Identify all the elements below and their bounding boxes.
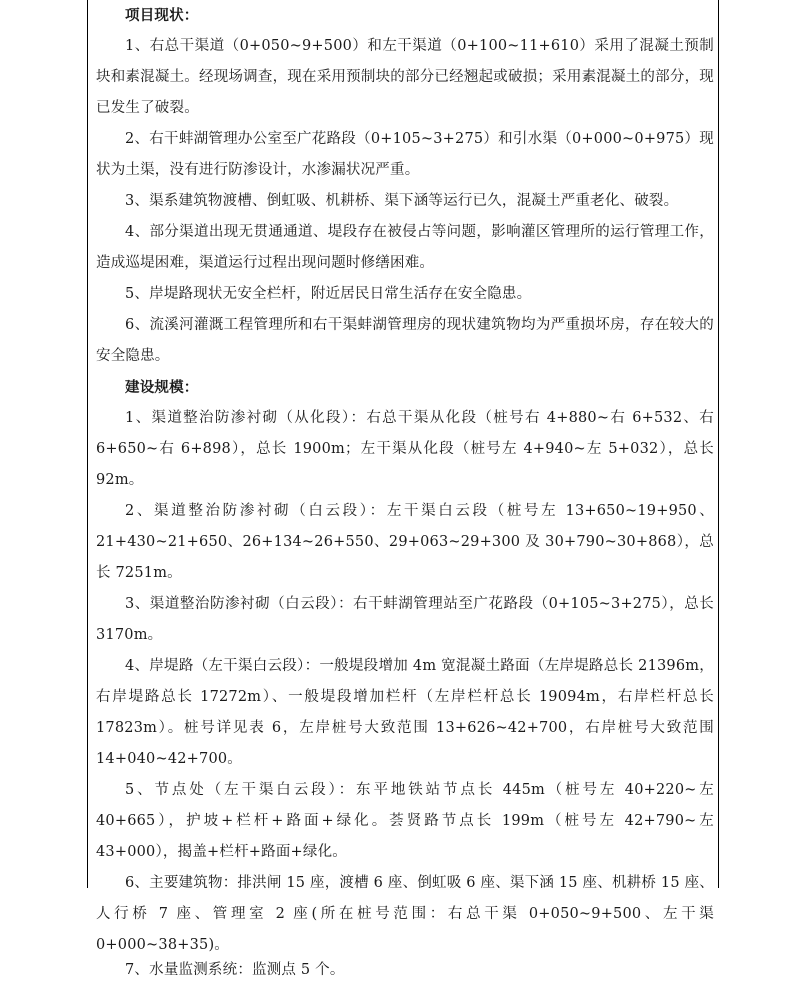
status-item-5: 5、岸堤路现状无安全栏杆，附近居民日常生活存在安全隐患。: [125, 286, 532, 302]
scale-item-5: 5、节点处（左干渠白云段）：东平地铁站节点长 445m（桩号左 40+220~左 40+665），护坡+栏杆+路面+绿化。荟贤路节点长 199m（桩号左 42+790~左 43+000），揭盖+栏杆+路面+绿化。: [96, 782, 714, 860]
status-item-1: 1、右总干渠道（0+050~9+500）和左干渠道（0+100~11+610）采用了混凝土预制块和素混凝土。经现场调查，现在采用预制块的部分已经翘起或破损；采用素混凝土的部分，现已发生了破裂。: [96, 38, 714, 116]
scale-item-6: 6、主要建筑物：排洪闸 15 座，渡槽 6 座、倒虹吸 6 座、渠下涵 15 座、机耕桥 15 座、人行桥 7 座、管理室 2 座(所在桩号范围：右总干渠 0+050~9+500、左干渠 0+000~38+35)。: [96, 875, 714, 953]
status-item-4: 4、部分渠道出现无贯通通道、堤段存在被侵占等问题，影响灌区管理所的运行管理工作，造成巡堤困难，渠道运行过程出现问题时修缮困难。: [96, 224, 714, 271]
scale-item-3: 3、渠道整治防渗衬砌（白云段）：右干蚌湖管理站至广花路段（0+105~3+275），总长 3170m。: [96, 596, 714, 643]
section-heading-construction-scale: 建设规模：: [125, 379, 199, 396]
scale-item-4: 4、岸堤路（左干渠白云段）：一般堤段增加 4m 宽混凝土路面（左岸堤路总长 21396m，右岸堤路总长 17272m）、一般堤段增加栏杆（左岸栏杆总长 19094m，右岸栏杆总长 17823m）。桩号详见表 6，左岸桩号大致范围 13+626~42+700，右岸桩号大致范围 14+040~42+700。: [96, 658, 714, 767]
status-item-3: 3、渠系建筑物渡槽、倒虹吸、机耕桥、渠下涵等运行已久，混凝土严重老化、破裂。: [125, 193, 679, 209]
section-heading-current-status: 项目现状：: [125, 7, 199, 24]
status-item-2: 2、右干蚌湖管理办公室至广花路段（0+105~3+275）和引水渠（0+000~0+975）现状为土渠，没有进行防渗设计，水渗漏状况严重。: [96, 131, 714, 178]
status-item-6: 6、流溪河灌溉工程管理所和右干渠蚌湖管理房的现状建筑物均为严重损坏房，存在较大的安全隐患。: [96, 317, 714, 364]
scale-item-1: 1、渠道整治防渗衬砌（从化段）：右总干渠从化段（桩号右 4+880~右 6+532、右 6+650~右 6+898），总长 1900m；左干渠从化段（桩号左 4+940~左 5+032），总长 92m。: [96, 410, 714, 488]
document-body: [96, 0, 714, 978]
scale-item-2: 2、渠道整治防渗衬砌（白云段）：左干渠白云段（桩号左 13+650~19+950、21+430~21+650、26+134~26+550、29+063~29+300 及 30+790~30+868），总长 7251m。: [96, 503, 714, 581]
scale-item-7: 7、水量监测系统：监测点 5 个。: [125, 962, 345, 978]
